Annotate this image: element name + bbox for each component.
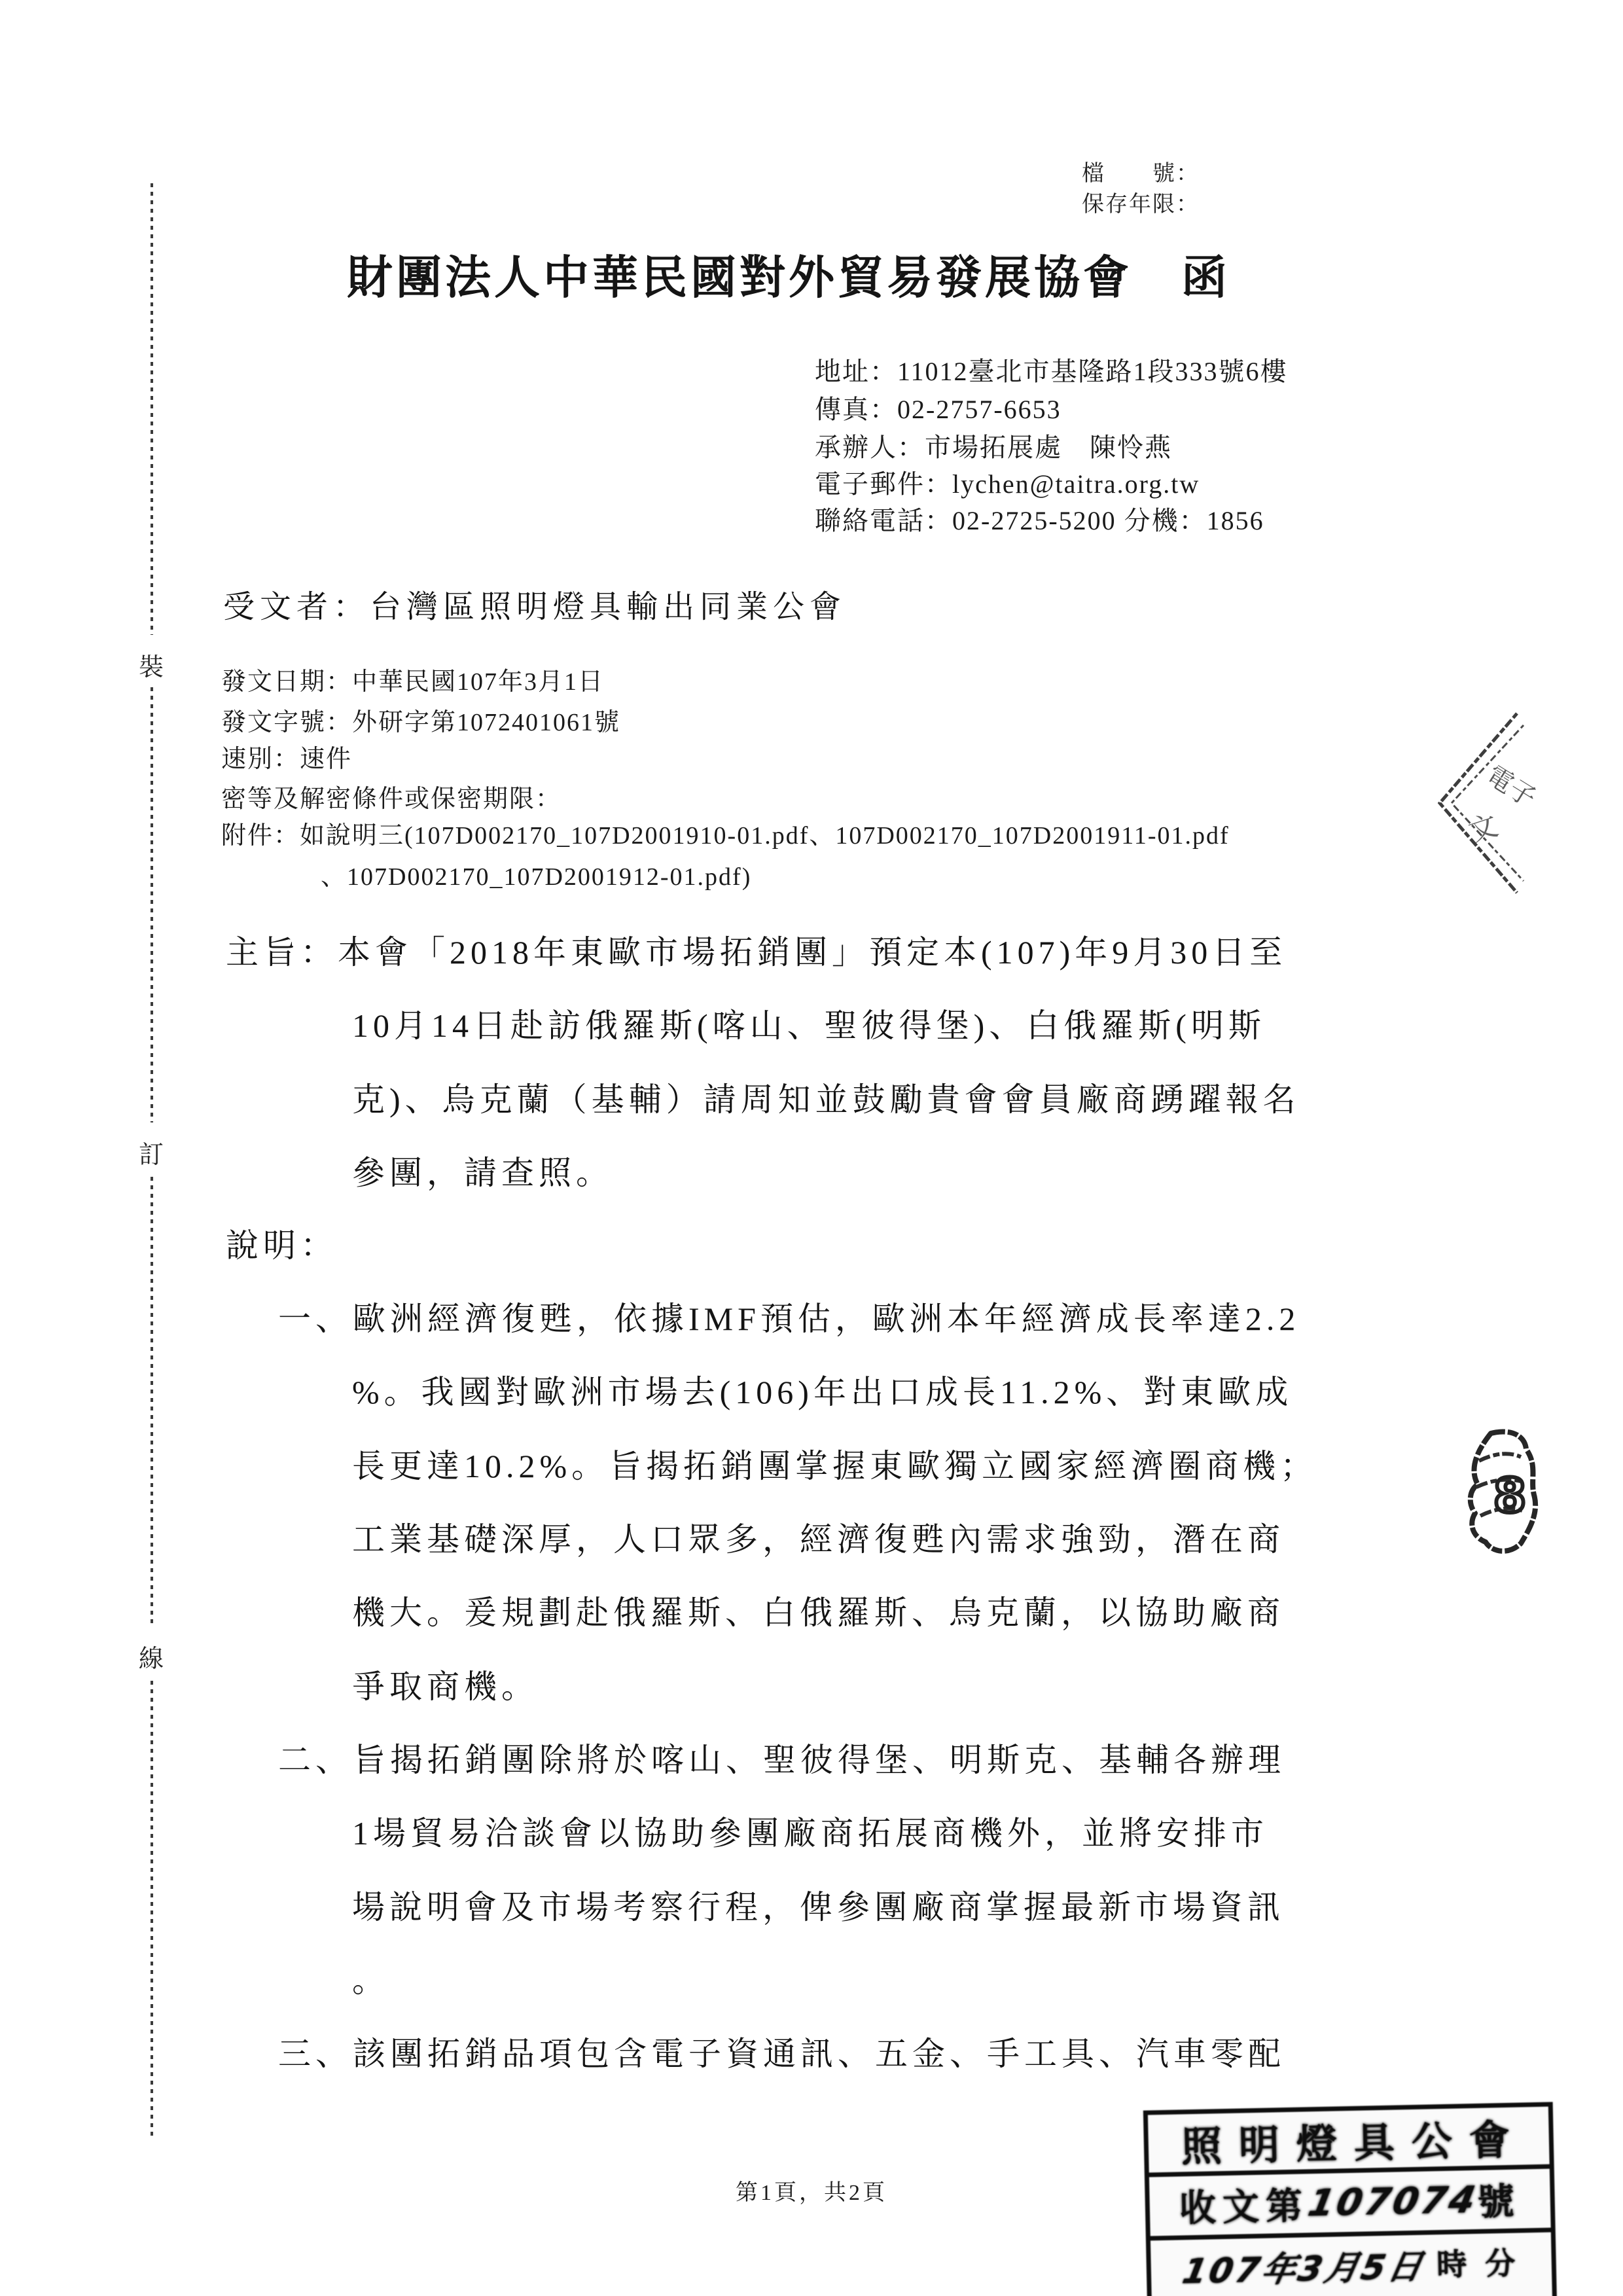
subject-line-4: 參團，請查照。 (352, 1155, 613, 1191)
explanation-item1-line1 (278, 1293, 1300, 1340)
priority-level: 速別：速件 (221, 745, 353, 773)
sender-email: 電子郵件：lychen@taitra.org.tw (815, 469, 1200, 499)
stamp-hour-label: 時 (1436, 2248, 1471, 2282)
item2-text-1: 旨揭拓銷團除將於喀山、聖彼得堡、明斯克、基輔各辦理 (353, 1742, 1285, 1778)
binding-dotted-line-segment-2 (151, 687, 153, 1122)
recipient-line: 受文者：台灣區照明燈具輸出同業公會 (223, 590, 847, 624)
explanation-item1-line6: 爭取商機。 (352, 1668, 539, 1705)
retention-period-label: 保存年限： (1082, 192, 1200, 217)
binding-mark-ding: 訂 (139, 1141, 164, 1169)
explanation-item2-line1 (278, 1734, 1285, 1781)
stamp-receive-suffix: 號 (1477, 2181, 1522, 2223)
explanation-item1-line4: 工業基礎深厚，人口眾多，經濟復甦內需求強勁，潛在商 (352, 1521, 1285, 1558)
subject-line-3: 克)、烏克蘭（基輔）請周知並鼓勵貴會會員廠商踴躍報名 (352, 1081, 1300, 1118)
binding-dotted-line-segment-4 (151, 1681, 153, 2140)
subject-line-1 (226, 926, 1287, 973)
binding-mark-xian: 線 (139, 1645, 164, 1673)
binding-dotted-line-segment-1 (151, 183, 153, 635)
explanation-item2-line4: 。 (352, 1962, 389, 1999)
binding-dotted-line-segment-3 (151, 1177, 153, 1626)
stamp-date-row (1150, 2233, 1552, 2296)
exchange-stamp-text-bottom: 文 (1464, 809, 1502, 849)
subject-line-2: 10月14日赴訪俄羅斯(喀山、聖彼得堡)、白俄羅斯(明斯 (352, 1007, 1266, 1044)
ink-blob-mark (1466, 1427, 1541, 1561)
doc-number: 發文字號：外研字第1072401061號 (221, 709, 621, 736)
stamp-date-handwritten: 107年3月5日 (1179, 2247, 1428, 2292)
explanation-label: 說明： (226, 1227, 338, 1264)
page-number-footer: 第1頁，共2頁 (736, 2181, 887, 2205)
stamp-receive-number-row (1149, 2169, 1551, 2241)
document-title: 財團法人中華民國對外貿易發展協會 函 (347, 253, 1230, 304)
security-classification: 密等及解密條件或保密期限： (221, 785, 562, 813)
exchange-stamp-text-top: 電子 (1481, 760, 1541, 814)
explanation-item1-line5: 機大。爰規劃赴俄羅斯、白俄羅斯、烏克蘭，以協助廠商 (352, 1594, 1285, 1631)
file-number-label: 檔 號： (1082, 162, 1200, 186)
subject-text-1: 本會「2018年東歐市場拓銷團」預定本(107)年9月30日至 (338, 934, 1287, 971)
sender-contact-person: 承辦人：市場拓展處 陳怜燕 (815, 433, 1172, 462)
explanation-item3-line1 (278, 2028, 1285, 2075)
subject-label: 主旨： (226, 934, 338, 971)
explanation-item1-line2: %。我國對歐洲市場去(106)年出口成長11.2%、對東歐成 (352, 1374, 1293, 1410)
explanation-item2-line3: 場說明會及市場考察行程，俾參團廠商掌握最新市場資訊 (352, 1889, 1285, 1926)
attachment-line-2: 、107D002170_107D2001912-01.pdf) (321, 863, 752, 891)
sender-fax: 傳真：02-2757-6653 (815, 395, 1061, 424)
binding-mark-zhuang: 裝 (139, 654, 164, 681)
received-document-stamp (1143, 2102, 1557, 2296)
explanation-item1-line3: 長更達10.2%。旨揭拓銷團掌握東歐獨立國家經濟圈商機； (352, 1448, 1318, 1484)
explanation-item2-line2: 1場貿易洽談會以協助參團廠商拓展商機外，並將安排市 (352, 1815, 1268, 1852)
item1-text-1: 歐洲經濟復甦，依據IMF預估，歐洲本年經濟成長率達2.2 (353, 1300, 1300, 1337)
item2-number: 二、 (278, 1742, 353, 1778)
blob-figure-eight: 8 (1493, 1468, 1527, 1523)
stamp-receive-number-handwritten: 107074 (1304, 2178, 1482, 2225)
stamp-receive-prefix: 收文第 (1179, 2186, 1310, 2230)
stamp-organization: 照明燈具公會 (1148, 2107, 1550, 2178)
attachment-line-1: 附件：如說明三(107D002170_107D2001910-01.pdf、107D002170_107D2001911-01.pdf (221, 822, 1230, 850)
sender-phone: 聯絡電話：02-2725-5200 分機：1856 (815, 506, 1264, 535)
electronic-exchange-stamp (1433, 708, 1541, 898)
sender-address: 地址：11012臺北市基隆路1段333號6樓 (815, 357, 1288, 386)
item1-number: 一、 (278, 1300, 353, 1337)
issue-date: 發文日期：中華民國107年3月1日 (221, 668, 605, 696)
stamp-minute-label: 分 (1484, 2246, 1520, 2281)
item3-number: 三、 (278, 2036, 353, 2072)
item3-text-1: 該團拓銷品項包含電子資通訊、五金、手工具、汽車零配 (353, 2036, 1285, 2072)
